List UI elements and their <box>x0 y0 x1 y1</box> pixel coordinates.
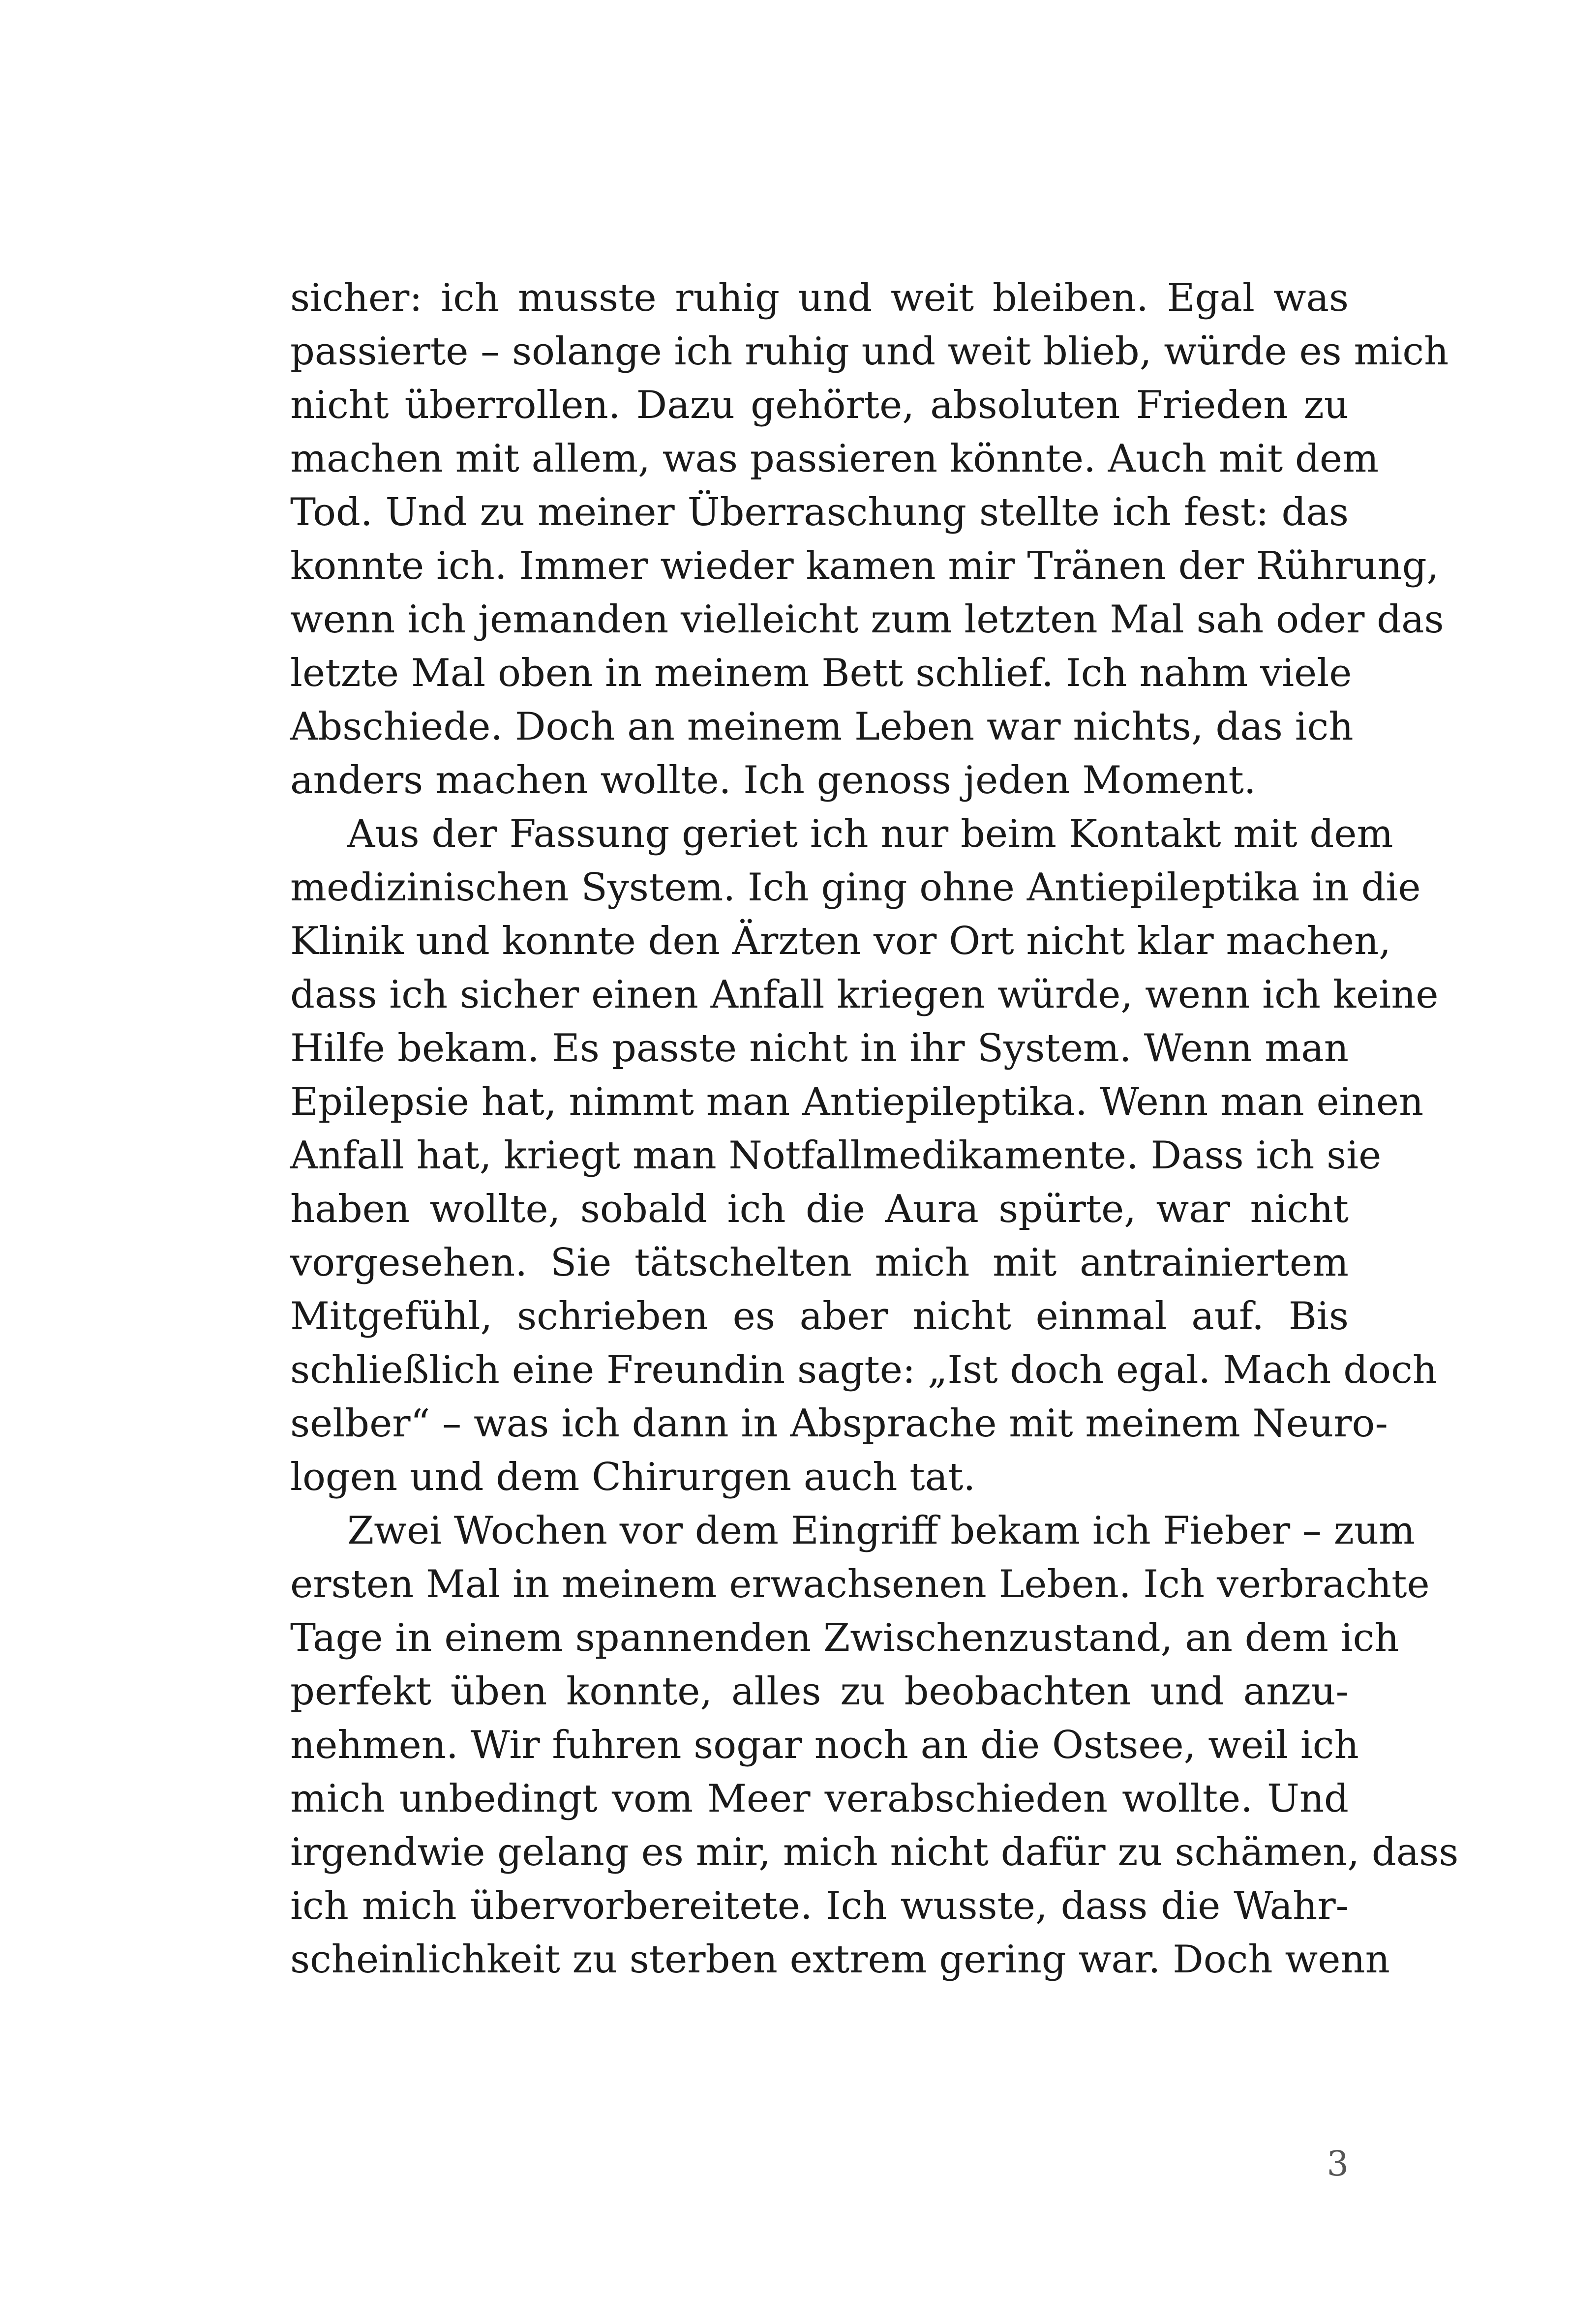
text-line: selber“ – was ich dann in Absprache mit meinem Neuro- <box>290 1401 1388 1446</box>
text-line: Tage in einem spannenden Zwischenzustand, an dem ich <box>290 1616 1399 1660</box>
text-line: dass ich sicher einen Anfall kriegen würde, wenn ich keine <box>290 973 1439 1017</box>
text-line: scheinlichkeit zu sterben extrem gering war. Doch wenn <box>290 1937 1390 1982</box>
text-line: schließlich eine Freundin sagte: „Ist doch egal. Mach doch <box>290 1348 1438 1392</box>
text-line: Abschiede. Doch an meinem Leben war nichts, das ich <box>290 705 1354 749</box>
text-line: Epilepsie hat, nimmt man Antiepileptika. Wenn man einen <box>290 1080 1424 1124</box>
text-line: nicht überrollen. Dazu gehörte, absoluten Frieden zu <box>290 383 1349 427</box>
text-line: Anfall hat, kriegt man Notfallmedikamente. Dass ich sie <box>290 1133 1382 1178</box>
text-line: anders machen wollte. Ich genoss jeden Moment. <box>290 758 1256 803</box>
text-line: haben wollte, sobald ich die Aura spürte, war nicht <box>290 1187 1349 1231</box>
paragraph <box>290 271 1449 807</box>
text-line: nehmen. Wir fuhren sogar noch an die Ostsee, weil ich <box>290 1723 1359 1767</box>
text-line: perfekt üben konnte, alles zu beobachten und anzu- <box>290 1669 1349 1714</box>
text-line: Klinik und konnte den Ärzten vor Ort nicht klar machen, <box>290 919 1391 963</box>
text-line: medizinischen System. Ich ging ohne Antiepileptika in die <box>290 865 1421 910</box>
text-line: Hilfe bekam. Es passte nicht in ihr System. Wenn man <box>290 1026 1349 1071</box>
body-text <box>290 271 1459 1987</box>
text-line: mich unbedingt vom Meer verabschieden wollte. Und <box>290 1777 1349 1821</box>
page-number: 3 <box>1327 2144 1349 2184</box>
text-line: irgendwie gelang es mir, mich nicht dafür zu schämen, dass <box>290 1830 1459 1875</box>
text-line: logen und dem Chirurgen auch tat. <box>290 1455 976 1499</box>
text-line: sicher: ich musste ruhig und weit bleiben. Egal was <box>290 276 1349 320</box>
text-line: ersten Mal in meinem erwachsenen Leben. Ich verbrachte <box>290 1562 1430 1607</box>
text-line: machen mit allem, was passieren könnte. Auch mit dem <box>290 437 1379 481</box>
text-line: konnte ich. Immer wieder kamen mir Tränen der Rührung, <box>290 544 1439 588</box>
paragraph <box>290 1504 1459 1987</box>
text-line: wenn ich jemanden vielleicht zum letzten Mal sah oder das <box>290 597 1444 642</box>
text-line: vorgesehen. Sie tätschelten mich mit antrainiertem <box>290 1241 1349 1285</box>
text-line: letzte Mal oben in meinem Bett schlief. Ich nahm viele <box>290 651 1352 695</box>
text-line: Tod. Und zu meiner Überraschung stellte ich fest: das <box>290 490 1349 535</box>
text-line: Mitgefühl, schrieben es aber nicht einmal auf. Bis <box>290 1294 1349 1339</box>
text-line: Aus der Fassung geriet ich nur beim Kontakt mit dem <box>347 812 1393 856</box>
text-line: ich mich übervorbereitete. Ich wusste, dass die Wahr- <box>290 1884 1349 1928</box>
text-line: Zwei Wochen vor dem Eingriff bekam ich Fieber – zum <box>347 1509 1416 1553</box>
text-line: passierte – solange ich ruhig und weit blieb, würde es mich <box>290 329 1449 374</box>
paragraph <box>290 807 1439 1504</box>
